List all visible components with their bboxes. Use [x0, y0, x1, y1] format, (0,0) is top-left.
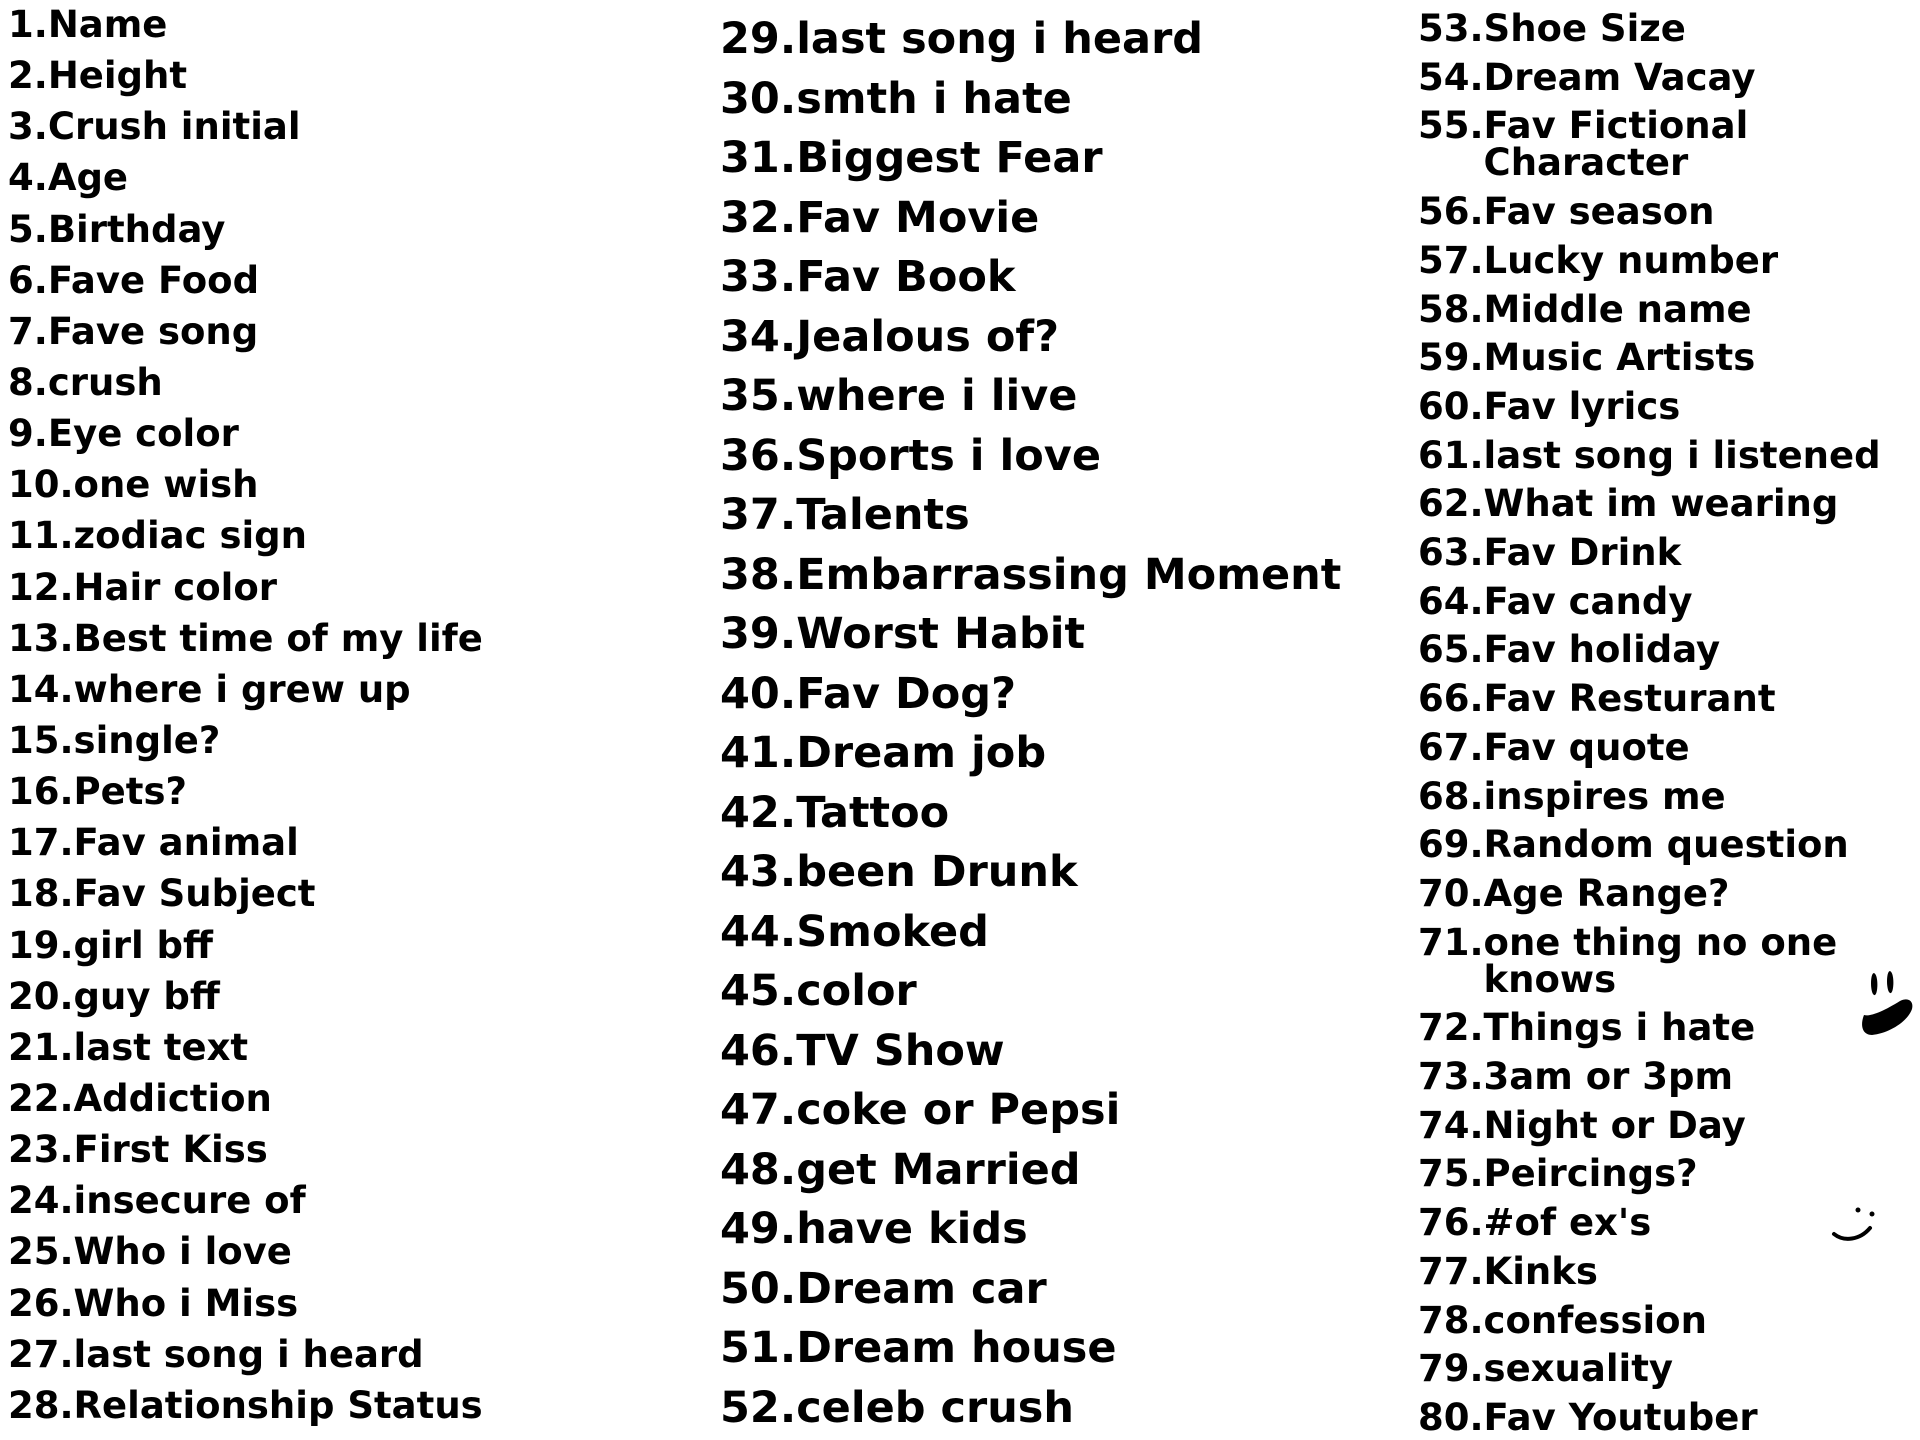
question-item	[8, 1179, 688, 1223]
question-number: 46.	[720, 1025, 797, 1076]
question-item	[8, 54, 688, 98]
question-item	[8, 156, 688, 200]
question-number: 35.	[720, 371, 797, 422]
question-label: Best time of my life	[73, 616, 483, 660]
question-item	[720, 847, 1420, 898]
question-number: 15.	[8, 718, 74, 762]
question-number: 80.	[1418, 1395, 1484, 1439]
question-label: Things i hate	[1483, 1006, 1756, 1050]
question-number: 5.	[8, 207, 48, 251]
question-label: have kids	[796, 1204, 1028, 1255]
question-label: Random question	[1483, 823, 1849, 867]
question-label: Height	[47, 54, 188, 98]
question-number: 53.	[1418, 7, 1484, 50]
question-item	[8, 514, 688, 558]
question-number: 62.	[1418, 482, 1484, 526]
question-number: 66.	[1418, 677, 1484, 721]
question-number: 19.	[8, 923, 74, 967]
question-label: Night or Day	[1483, 1103, 1746, 1147]
question-number: 76.	[1418, 1201, 1484, 1245]
question-label: last song i heard	[796, 14, 1204, 64]
question-label: Embarrassing Moment	[796, 549, 1342, 600]
question-number: 28.	[8, 1383, 74, 1427]
question-label: Fav Movie	[796, 192, 1040, 243]
question-item	[1418, 433, 1920, 477]
question-item	[720, 371, 1420, 422]
question-number: 49.	[720, 1204, 797, 1255]
question-number: 3.	[8, 105, 48, 149]
question-number: 67.	[1418, 725, 1484, 769]
question-number: 29.	[720, 14, 797, 64]
question-item	[8, 412, 688, 456]
question-label: Fav Dog?	[796, 668, 1017, 719]
question-number: 34.	[720, 311, 797, 362]
question-item	[720, 1323, 1420, 1374]
question-label: Addiction	[73, 1076, 272, 1120]
question-label: Worst Habit	[796, 609, 1086, 660]
question-label: zodiac sign	[73, 514, 307, 558]
question-label: Fav candy	[1483, 579, 1693, 623]
question-number: 1.	[8, 3, 48, 46]
question-label: Who i love	[73, 1230, 292, 1274]
question-item	[720, 787, 1420, 838]
question-label: Tattoo	[796, 787, 950, 838]
question-number: 26.	[8, 1281, 74, 1325]
question-item	[1418, 482, 1920, 526]
question-label: Hair color	[73, 565, 277, 609]
question-label: Dream job	[796, 728, 1047, 779]
question-number: 12.	[8, 565, 74, 609]
question-item	[8, 974, 688, 1018]
question-label: get Married	[796, 1144, 1081, 1195]
question-number: 11.	[8, 514, 74, 558]
question-label: Jealous of?	[796, 311, 1060, 362]
question-item	[720, 490, 1420, 541]
question-label: Eye color	[47, 412, 239, 456]
question-label: Smoked	[796, 906, 989, 957]
question-item	[8, 1281, 688, 1325]
question-item	[1418, 336, 1920, 380]
question-item	[1418, 7, 1920, 50]
question-number: 70.	[1418, 871, 1484, 915]
question-label: Talents	[796, 490, 970, 541]
question-label: inspires me	[1483, 774, 1726, 818]
question-item	[1418, 238, 1920, 282]
question-label: confession	[1483, 1298, 1707, 1342]
question-item	[1418, 1298, 1920, 1342]
question-number: 16.	[8, 770, 74, 814]
question-label: Shoe Size	[1483, 7, 1686, 50]
question-label: been Drunk	[796, 847, 1078, 898]
question-number: 58.	[1418, 287, 1484, 331]
question-item	[8, 1025, 688, 1069]
question-number: 37.	[720, 490, 797, 541]
question-label: insecure of	[73, 1179, 306, 1223]
question-label: What im wearing	[1483, 482, 1839, 526]
question-label: last song i heard	[73, 1332, 424, 1376]
question-item	[720, 966, 1420, 1017]
question-number: 44.	[720, 906, 797, 957]
question-item	[1418, 104, 1920, 185]
question-item	[1418, 1395, 1920, 1439]
question-label: Fav lyrics	[1483, 384, 1681, 428]
question-item	[8, 258, 688, 302]
question-item	[1418, 579, 1920, 623]
question-item	[1418, 677, 1920, 721]
question-label: 3am or 3pm	[1483, 1055, 1734, 1099]
question-label: last text	[73, 1025, 249, 1069]
question-number: 4.	[8, 156, 48, 200]
question-number: 55.	[1418, 104, 1484, 148]
question-number: 71.	[1418, 920, 1484, 964]
question-label: Fav Fictional Character	[1483, 104, 1749, 185]
question-number: 24.	[8, 1179, 74, 1223]
question-label: Middle name	[1483, 287, 1752, 331]
question-number: 42.	[720, 787, 797, 838]
question-label: Fav Youtuber	[1483, 1395, 1758, 1439]
question-label: sexuality	[1483, 1347, 1674, 1391]
question-item	[8, 667, 688, 711]
question-item	[720, 133, 1420, 184]
question-number: 14.	[8, 667, 74, 711]
question-label: one thing no one knows	[1483, 920, 1838, 1001]
question-item	[8, 1076, 688, 1120]
question-item	[8, 463, 688, 507]
question-number: 50.	[720, 1263, 797, 1314]
question-item	[1418, 725, 1920, 769]
question-item	[8, 616, 688, 660]
question-label: guy bff	[73, 974, 220, 1018]
question-item	[8, 105, 688, 149]
question-item	[1418, 55, 1920, 99]
question-label: Sports i love	[796, 430, 1101, 481]
question-label: Biggest Fear	[796, 133, 1103, 184]
question-number: 79.	[1418, 1347, 1484, 1391]
question-item	[1418, 871, 1920, 915]
question-label: Fav holiday	[1483, 628, 1721, 672]
question-item	[720, 192, 1420, 243]
question-column-2	[720, 0, 1420, 1440]
question-number: 77.	[1418, 1249, 1484, 1293]
question-label: Fave Food	[47, 258, 260, 302]
question-label: color	[796, 966, 917, 1017]
question-item	[720, 1382, 1420, 1433]
question-number: 74.	[1418, 1103, 1484, 1147]
question-number: 60.	[1418, 384, 1484, 428]
question-item	[720, 668, 1420, 719]
question-number: 57.	[1418, 238, 1484, 282]
question-label: where i grew up	[73, 667, 411, 711]
question-item	[1418, 1006, 1920, 1050]
question-label: Lucky number	[1483, 238, 1779, 282]
question-number: 48.	[720, 1144, 797, 1195]
question-item	[1418, 287, 1920, 331]
question-item	[1418, 384, 1920, 428]
question-item	[8, 207, 688, 251]
question-label: Fav Book	[796, 252, 1016, 303]
question-item	[720, 1144, 1420, 1195]
question-item	[8, 1383, 688, 1427]
question-number: 64.	[1418, 579, 1484, 623]
question-label: Age Range?	[1483, 871, 1730, 915]
question-number: 22.	[8, 1076, 74, 1120]
question-number: 39.	[720, 609, 797, 660]
question-number: 54.	[1418, 55, 1484, 99]
question-item	[720, 1263, 1420, 1314]
question-number: 32.	[720, 192, 797, 243]
question-label: TV Show	[796, 1025, 1005, 1076]
question-number: 2.	[8, 54, 48, 98]
question-item	[8, 1230, 688, 1274]
question-number: 17.	[8, 821, 74, 865]
question-item	[8, 309, 688, 353]
question-number: 8.	[8, 360, 48, 404]
question-item	[720, 906, 1420, 957]
question-label: Fav animal	[73, 821, 299, 865]
question-item	[1418, 1103, 1920, 1147]
question-number: 69.	[1418, 823, 1484, 867]
question-item	[720, 430, 1420, 481]
question-number: 73.	[1418, 1055, 1484, 1099]
question-label: Fav Drink	[1483, 531, 1682, 575]
question-number: 52.	[720, 1382, 797, 1433]
question-number: 21.	[8, 1025, 74, 1069]
question-number: 65.	[1418, 628, 1484, 672]
question-item	[1418, 1055, 1920, 1099]
question-label: Fav Resturant	[1483, 677, 1776, 721]
question-number: 7.	[8, 309, 48, 353]
question-item	[720, 14, 1420, 64]
question-number: 78.	[1418, 1298, 1484, 1342]
question-label: Crush initial	[47, 105, 301, 149]
question-item	[8, 872, 688, 916]
question-number: 51.	[720, 1323, 797, 1374]
question-item	[8, 360, 688, 404]
question-item	[8, 1128, 688, 1172]
smiley-face-icon	[1830, 1200, 1890, 1260]
question-label: one wish	[73, 463, 259, 507]
question-label: coke or Pepsi	[796, 1085, 1121, 1136]
question-label: Fav season	[1483, 190, 1715, 234]
question-label: smth i hate	[796, 73, 1072, 124]
question-number: 40.	[720, 668, 797, 719]
question-label: Kinks	[1483, 1249, 1598, 1293]
question-item	[8, 718, 688, 762]
question-number: 23.	[8, 1128, 74, 1172]
question-number: 30.	[720, 73, 797, 124]
question-item	[1418, 628, 1920, 672]
question-label: First Kiss	[73, 1128, 268, 1172]
question-number: 47.	[720, 1085, 797, 1136]
question-label: crush	[47, 360, 163, 404]
question-number: 25.	[8, 1230, 74, 1274]
question-number: 59.	[1418, 336, 1484, 380]
question-item	[720, 1085, 1420, 1136]
question-item	[720, 311, 1420, 362]
question-label: Relationship Status	[73, 1383, 483, 1427]
question-label: Age	[47, 156, 129, 200]
question-number: 36.	[720, 430, 797, 481]
question-label: Fave song	[47, 309, 259, 353]
question-number: 9.	[8, 412, 48, 456]
question-item	[720, 728, 1420, 779]
question-number: 75.	[1418, 1152, 1484, 1196]
question-number: 56.	[1418, 190, 1484, 234]
question-item	[1418, 1152, 1920, 1196]
question-number: 61.	[1418, 433, 1484, 477]
question-number: 13.	[8, 616, 74, 660]
question-item	[8, 3, 688, 46]
question-label: Name	[47, 3, 168, 46]
question-number: 45.	[720, 966, 797, 1017]
question-label: Peircings?	[1483, 1152, 1698, 1196]
question-label: Fav quote	[1483, 725, 1690, 769]
question-item	[720, 252, 1420, 303]
question-label: Pets?	[73, 770, 187, 814]
question-label: girl bff	[73, 923, 213, 967]
question-item	[720, 73, 1420, 124]
question-item	[1418, 531, 1920, 575]
smiley-face-icon	[1860, 965, 1920, 1055]
question-label: #of ex's	[1483, 1201, 1652, 1245]
question-number: 20.	[8, 974, 74, 1018]
question-item	[8, 821, 688, 865]
question-number: 10.	[8, 463, 74, 507]
question-item	[1418, 774, 1920, 818]
question-label: last song i listened	[1483, 433, 1881, 477]
question-item	[1418, 823, 1920, 867]
question-number: 6.	[8, 258, 48, 302]
question-item	[720, 1025, 1420, 1076]
question-item	[720, 1204, 1420, 1255]
question-number: 72.	[1418, 1006, 1484, 1050]
question-label: Music Artists	[1483, 336, 1756, 380]
question-item	[1418, 920, 1920, 1001]
question-number: 38.	[720, 549, 797, 600]
question-number: 31.	[720, 133, 797, 184]
question-item	[8, 770, 688, 814]
question-number: 27.	[8, 1332, 74, 1376]
question-label: Who i Miss	[73, 1281, 299, 1325]
question-number: 43.	[720, 847, 797, 898]
question-label: Fav Subject	[73, 872, 316, 916]
question-column-1	[8, 0, 688, 1440]
question-label: Dream car	[796, 1263, 1047, 1314]
question-number: 33.	[720, 252, 797, 303]
question-item	[8, 565, 688, 609]
question-label: Dream house	[796, 1323, 1117, 1374]
question-item	[720, 549, 1420, 600]
question-number: 18.	[8, 872, 74, 916]
question-item	[1418, 1347, 1920, 1391]
question-number: 68.	[1418, 774, 1484, 818]
question-label: single?	[73, 718, 221, 762]
question-item	[8, 923, 688, 967]
question-label: Birthday	[47, 207, 226, 251]
question-number: 63.	[1418, 531, 1484, 575]
question-label: celeb crush	[796, 1382, 1075, 1433]
question-number: 41.	[720, 728, 797, 779]
question-item	[720, 609, 1420, 660]
question-item	[8, 1332, 688, 1376]
question-item	[1418, 190, 1920, 234]
question-label: Dream Vacay	[1483, 55, 1756, 99]
question-label: where i live	[796, 371, 1078, 422]
